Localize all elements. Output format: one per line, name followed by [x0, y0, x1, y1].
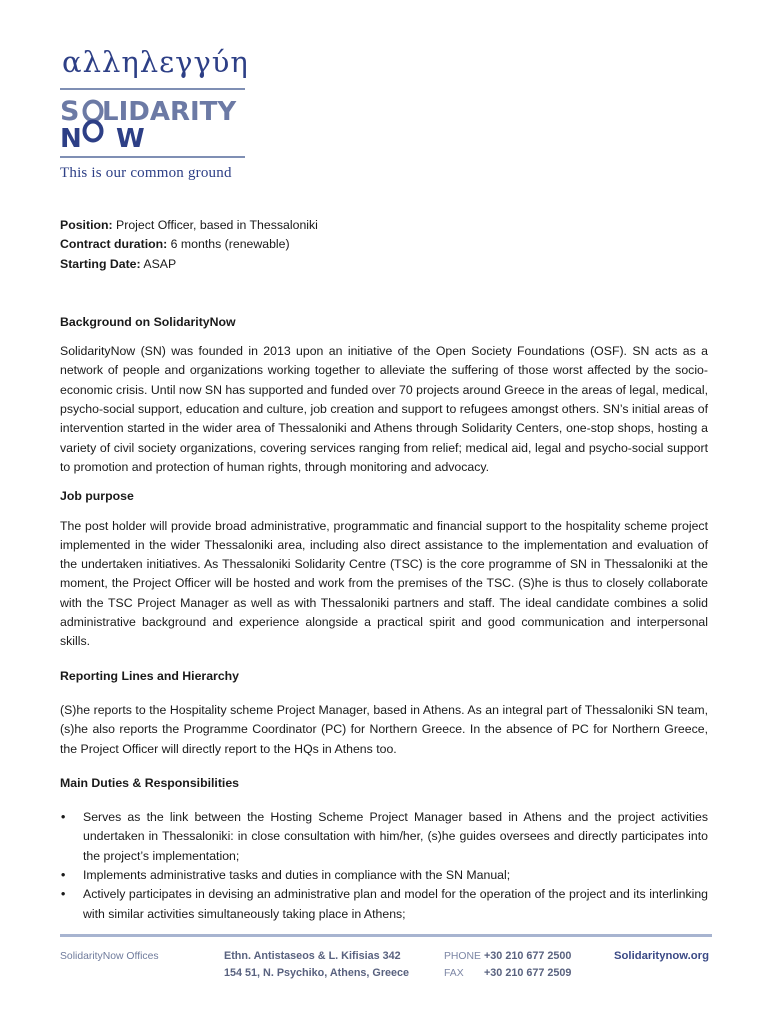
meta-position — [60, 216, 708, 235]
logo-link-ring-top — [85, 102, 102, 121]
footer-address-line1: Ethn. Antistaseos & L. Kifisias 342 — [224, 950, 401, 962]
footer-website-link[interactable]: Solidaritynow.org — [614, 950, 709, 962]
meta-value: ASAP — [143, 256, 177, 271]
meta-starting-date — [60, 255, 708, 274]
meta-value: 6 months (renewable) — [170, 237, 290, 252]
logo-greek-name: αλληλεγγύη — [62, 45, 249, 79]
footer-fax — [444, 965, 571, 982]
document-body — [60, 216, 708, 924]
phone-label: PHONE — [444, 951, 481, 962]
meta-value: Project Officer, based in Thessaloniki — [116, 218, 318, 232]
logo-wordmark — [60, 96, 250, 152]
logo-tagline: This is our common ground — [60, 165, 232, 181]
logo-wordmark-graphic — [60, 96, 250, 154]
duty-text: Serves as the link between the Hosting Scheme Project Manager based in Athens and the project activities undertaken in Thessaloniki: in close consultation with him/her, (s)he guides oversees and directly participates into the project’s implementation; — [83, 810, 708, 863]
bullet-icon: • — [61, 887, 66, 902]
heading-reporting: Reporting Lines and Hierarchy — [60, 668, 240, 683]
heading-background: Background on SolidarityNow — [60, 314, 236, 329]
position-meta — [60, 216, 708, 274]
logo-top-rule — [60, 88, 245, 90]
footer-rule — [60, 934, 712, 937]
logo-s-glyph: S — [60, 96, 80, 127]
meta-label: Contract duration: — [60, 237, 168, 252]
meta-contract-duration — [60, 235, 708, 254]
phone-number: +30 210 677 2500 — [484, 950, 572, 962]
fax-number: +30 210 677 2509 — [484, 967, 572, 979]
list-item — [60, 885, 708, 924]
duty-text: Implements administrative tasks and duties in compliance with the SN Manual; — [83, 868, 511, 883]
logo-name-line1: LIDARITY — [102, 97, 237, 127]
footer-contacts — [444, 948, 571, 982]
logo-w-glyph: W — [116, 124, 145, 154]
meta-label: Starting Date: — [60, 256, 141, 271]
logo-link-ring-bottom — [85, 122, 102, 141]
logo — [60, 44, 250, 182]
paragraph-background: SolidarityNow (SN) was founded in 2013 upon an initiative of the Open Society Foundations (OSF). SN acts as a network of people and organizations working together to alleviate the suffering of those worst affected by the socio-economic crisis. Until now SN has supported and funded over 70 projects around Greece in the areas of legal, medical, psycho-social support, education and culture, job creation and support to refugees amongst others. SN’s initial areas of intervention started in the wider area of Thessaloniki and Athens through Solidarity Centers, one-stop shops, hosting a variety of civil society organizations, covering services ranging from relief; medical aid, legal and psycho-social support to promotion and protection of human rights, through monitoring and advocacy. — [60, 344, 708, 474]
logo-n-glyph: N — [60, 124, 82, 154]
heading-job-purpose: Job purpose — [60, 489, 134, 504]
paragraph-job-purpose: The post holder will provide broad administrative, programmatic and financial support to the hospitality scheme project implemented in the wider Thessaloniki area, including also direct assistance to the implementation and evaluation of the undertaken initiatives. As Thessaloniki Solidarity Centre (TSC) is the core programme of SN in Thessaloniki at the moment, the Project Officer will be hosted and work from the premises of the TSC. (S)he is thus to closely collaborate with the TSC Project Manager as well as with Thessaloniki partners and staff. The ideal candidate combines a solid administrative background and experience alongside a practical spirit and good communication and interpersonal skills. — [60, 518, 708, 649]
footer-offices-label: SolidarityNow Offices — [60, 951, 159, 962]
heading-duties: Main Duties & Responsibilities — [60, 775, 240, 790]
duties-list — [60, 808, 708, 924]
footer-address-line2: 154 51, N. Psychiko, Athens, Greece — [224, 967, 410, 979]
footer-address — [224, 948, 409, 982]
logo-bottom-rule — [60, 156, 245, 158]
list-item — [60, 866, 708, 885]
paragraph-reporting: (S)he reports to the Hospitality scheme Project Manager, based in Athens. As an integral part of Thessaloniki SN team, (s)he also reports the Programme Coordinator (PC) for Northern Greece. In the absence of PC for Northern Greece, the Project Officer will directly report to the HQs in Athens too. — [60, 702, 708, 756]
list-item — [60, 808, 708, 866]
bullet-icon: • — [61, 810, 66, 825]
duty-text: Actively participates in devising an administrative plan and model for the operation of the project and its interlinking with similar activities simultaneously taking place in Athens; — [83, 887, 708, 921]
meta-label: Position: — [60, 218, 113, 232]
fax-label: FAX — [444, 968, 464, 979]
footer-phone — [444, 948, 571, 965]
bullet-icon: • — [61, 868, 66, 883]
